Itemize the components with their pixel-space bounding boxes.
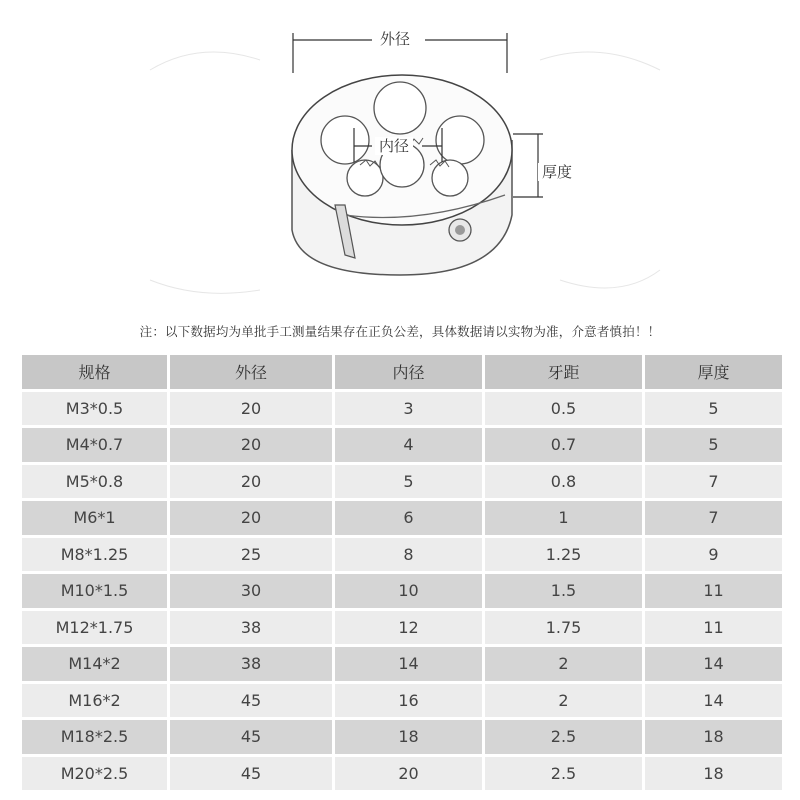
cell-spec: M10*1.5	[22, 574, 167, 608]
header-thread-pitch: 牙距	[482, 355, 642, 389]
cell-spec: M18*2.5	[22, 720, 167, 754]
table-row	[22, 611, 782, 645]
cell-thickness: 14	[642, 647, 782, 681]
cell-thread-pitch: 1	[482, 501, 642, 535]
table-row	[22, 428, 782, 462]
table-row	[22, 465, 782, 499]
outer-diameter-label: 外径	[376, 30, 414, 48]
cell-thread-pitch: 0.8	[482, 465, 642, 499]
cell-thickness: 7	[642, 501, 782, 535]
cell-inner-diameter: 10	[332, 574, 482, 608]
table-row	[22, 501, 782, 535]
header-thickness: 厚度	[642, 355, 782, 389]
cell-outer-diameter: 20	[167, 392, 332, 426]
cell-thread-pitch: 2.5	[482, 757, 642, 791]
table-row	[22, 757, 782, 791]
cell-inner-diameter: 18	[332, 720, 482, 754]
cell-thickness: 7	[642, 465, 782, 499]
cell-thread-pitch: 0.7	[482, 428, 642, 462]
cell-outer-diameter: 20	[167, 501, 332, 535]
cell-spec: M5*0.8	[22, 465, 167, 499]
cell-spec: M4*0.7	[22, 428, 167, 462]
measurement-note: 注：以下数据均为单批手工测量结果存在正负公差，具体数据请以实物为准，介意者慎拍！！	[139, 324, 661, 339]
cell-thread-pitch: 2	[482, 647, 642, 681]
cell-outer-diameter: 20	[167, 465, 332, 499]
spec-table	[22, 352, 782, 793]
table-row	[22, 647, 782, 681]
cell-thickness: 14	[642, 684, 782, 718]
cell-thread-pitch: 2.5	[482, 720, 642, 754]
cell-spec: M16*2	[22, 684, 167, 718]
die-diagram	[0, 0, 800, 315]
table-row	[22, 684, 782, 718]
header-outer-diameter: 外径	[167, 355, 332, 389]
cell-outer-diameter: 45	[167, 684, 332, 718]
table-header-row	[22, 355, 782, 389]
cell-spec: M6*1	[22, 501, 167, 535]
cell-outer-diameter: 20	[167, 428, 332, 462]
cell-thread-pitch: 2	[482, 684, 642, 718]
cell-thickness: 18	[642, 720, 782, 754]
cell-thickness: 11	[642, 611, 782, 645]
cell-thickness: 5	[642, 392, 782, 426]
cell-thickness: 9	[642, 538, 782, 572]
cell-inner-diameter: 16	[332, 684, 482, 718]
table-body	[22, 392, 782, 791]
cell-spec: M3*0.5	[22, 392, 167, 426]
cell-inner-diameter: 4	[332, 428, 482, 462]
cell-thickness: 5	[642, 428, 782, 462]
cell-inner-diameter: 5	[332, 465, 482, 499]
cell-outer-diameter: 38	[167, 647, 332, 681]
table-row	[22, 392, 782, 426]
cell-spec: M20*2.5	[22, 757, 167, 791]
header-inner-diameter: 内径	[332, 355, 482, 389]
inner-diameter-label: 内径	[375, 137, 413, 155]
cell-inner-diameter: 3	[332, 392, 482, 426]
cell-thread-pitch: 1.25	[482, 538, 642, 572]
cell-inner-diameter: 8	[332, 538, 482, 572]
cell-inner-diameter: 20	[332, 757, 482, 791]
cell-thickness: 18	[642, 757, 782, 791]
cell-spec: M12*1.75	[22, 611, 167, 645]
cell-inner-diameter: 14	[332, 647, 482, 681]
cell-thread-pitch: 0.5	[482, 392, 642, 426]
cell-outer-diameter: 45	[167, 757, 332, 791]
cell-thread-pitch: 1.5	[482, 574, 642, 608]
cell-outer-diameter: 30	[167, 574, 332, 608]
cell-spec: M8*1.25	[22, 538, 167, 572]
table-row	[22, 574, 782, 608]
header-spec: 规格	[22, 355, 167, 389]
table-row	[22, 538, 782, 572]
cell-spec: M14*2	[22, 647, 167, 681]
cell-inner-diameter: 12	[332, 611, 482, 645]
cell-thickness: 11	[642, 574, 782, 608]
cell-outer-diameter: 45	[167, 720, 332, 754]
table-row	[22, 720, 782, 754]
thickness-label: 厚度	[538, 163, 576, 181]
cell-outer-diameter: 25	[167, 538, 332, 572]
cell-thread-pitch: 1.75	[482, 611, 642, 645]
cell-inner-diameter: 6	[332, 501, 482, 535]
cell-outer-diameter: 38	[167, 611, 332, 645]
